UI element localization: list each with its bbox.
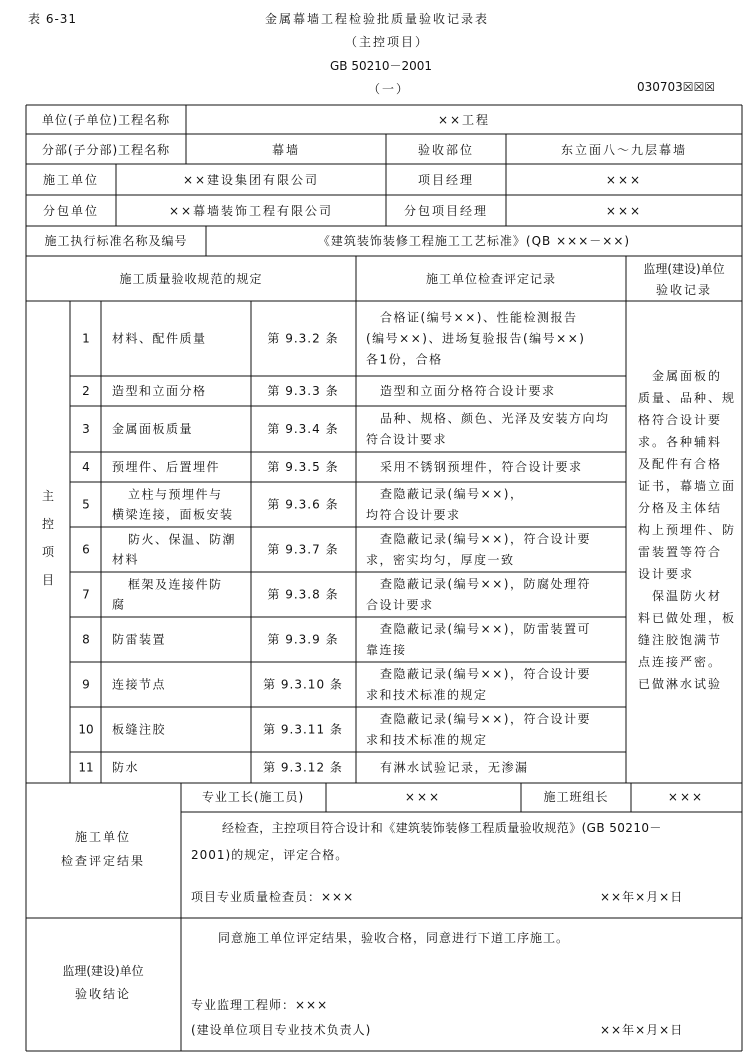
- inspection-part-label: 验收部位: [417, 143, 475, 157]
- form-code: 030703☒☒☒: [637, 80, 716, 94]
- check-record: 查隐蔽记录(编号××)，符合设计要: [380, 712, 591, 726]
- supervision-engineer: 专业监理工程师：×××: [191, 998, 329, 1012]
- supervision-record-text: 设计要求: [638, 567, 695, 581]
- team-leader-value: ×××: [667, 790, 705, 804]
- inspection-part-value: 东立面八～九层幕墙: [560, 143, 688, 157]
- form-title: 金属幕墙工程检验批质量验收记录表: [265, 12, 490, 26]
- item-name: 框架及连接件防: [128, 577, 223, 592]
- unit-name-value: ××工程: [437, 113, 491, 127]
- item-clause: 第 9.3.12 条: [263, 760, 343, 775]
- standard-number: GB 50210－2001: [330, 59, 433, 73]
- subcontractor-label: 分包单位: [42, 204, 100, 218]
- item-name: 预埋件、后置埋件: [112, 460, 221, 474]
- spec-column-header: 施工质量验收规范的规定: [119, 272, 263, 286]
- item-clause: 第 9.3.7 条: [267, 542, 339, 557]
- item-clause: 第 9.3.11 条: [263, 722, 343, 737]
- owner-representative: (建设单位项目专业技术负责人): [191, 1023, 372, 1037]
- item-clause: 第 9.3.6 条: [267, 497, 339, 512]
- check-record: 求和技术标准的规定: [366, 733, 488, 747]
- foreman-value: ×××: [404, 790, 442, 804]
- check-record: 各1份，合格: [366, 352, 443, 367]
- check-record: 查隐蔽记录(编号××)，: [380, 487, 524, 501]
- part-number: （一）: [368, 82, 411, 96]
- supervision-record-text: 保温防火材: [652, 589, 723, 603]
- project-manager-label: 项目经理: [417, 173, 475, 187]
- item-name: 材料: [112, 552, 140, 567]
- main-control-label: 项: [41, 545, 55, 559]
- item-clause: 第 9.3.4 条: [267, 422, 339, 436]
- item-name: 横梁连接，面板安装: [112, 507, 234, 522]
- contractor-conclusion: 经检查，主控项目符合设计和《建筑装饰装修工程质量验收规范》(GB 50210－: [222, 821, 662, 835]
- team-leader-label: 施工班组长: [543, 790, 609, 804]
- item-number: 1: [82, 331, 90, 346]
- check-record: 均符合设计要求: [366, 508, 461, 522]
- item-number: 11: [78, 760, 94, 775]
- subdivision-name-value: 幕墙: [271, 143, 301, 157]
- item-name: 防雷装置: [112, 632, 167, 647]
- supervision-record-text: 构上预埋件、防: [638, 523, 737, 537]
- supervision-record-text: 点连接严密。: [638, 655, 723, 669]
- check-record: 造型和立面分格符合设计要求: [380, 384, 556, 398]
- item-clause: 第 9.3.5 条: [267, 460, 339, 474]
- item-name: 造型和立面分格: [112, 384, 207, 398]
- item-clause: 第 9.3.9 条: [267, 632, 339, 647]
- supervision-conclusion-label: 监理(建设)单位: [62, 964, 144, 978]
- supervision-record-text: 料已做处理，板: [638, 611, 737, 625]
- supervision-record-text: 金属面板的: [652, 369, 723, 383]
- supervision-column-header: 监理(建设)单位: [643, 262, 725, 276]
- supervision-conclusion-text: 同意施工单位评定结果，验收合格，同意进行下道工序施工。: [218, 931, 570, 945]
- table-number: 表 6-31: [28, 12, 78, 26]
- item-number: 3: [82, 422, 90, 436]
- contractor-conclusion-2: 2001)的规定，评定合格。: [191, 848, 349, 862]
- check-record: 有淋水试验记录，无渗漏: [380, 760, 529, 775]
- supervision-record-text: 求。各种辅料: [638, 435, 723, 449]
- sub-project-manager-label: 分包项目经理: [403, 204, 489, 218]
- item-number: 7: [82, 587, 90, 602]
- item-number: 6: [82, 542, 90, 557]
- check-record: 查隐蔽记录(编号××)，符合设计要: [380, 667, 591, 681]
- supervision-record-text: 已做淋水试验: [638, 677, 723, 691]
- item-number: 4: [82, 460, 90, 474]
- check-record: 靠连接: [366, 643, 407, 657]
- check-record: 求，密实均匀，厚度一致: [366, 553, 515, 567]
- check-record: 品种、规格、颜色、光泽及安装方向均: [380, 411, 610, 426]
- main-control-label: 主: [41, 489, 55, 503]
- subcontractor-value: ××幕墙装饰工程有限公司: [168, 204, 334, 218]
- item-name: 腐: [112, 597, 126, 612]
- foreman-label: 专业工长(施工员): [201, 790, 305, 804]
- supervision-record-text: 质量、品种、规: [638, 391, 737, 405]
- check-record: 求和技术标准的规定: [366, 688, 488, 702]
- check-column-header: 施工单位检查评定记录: [425, 272, 557, 286]
- main-control-label: 目: [41, 573, 55, 587]
- contractor-check-label-2: 检查评定结果: [60, 854, 146, 868]
- standard-label: 施工执行标准名称及编号: [44, 234, 188, 248]
- unit-name-label: 单位(子单位)工程名称: [41, 113, 171, 127]
- supervision-column-header-2: 验收记录: [655, 283, 713, 297]
- contractor-date: ××年×月×日: [600, 890, 684, 904]
- item-number: 2: [82, 384, 90, 398]
- check-record: 查隐蔽记录(编号××)，防腐处理符: [380, 577, 591, 591]
- contractor-label: 施工单位: [42, 173, 100, 187]
- item-clause: 第 9.3.8 条: [267, 587, 339, 602]
- supervision-record-text: 分格及主体结: [638, 501, 723, 515]
- sub-project-manager-value: ×××: [605, 204, 643, 218]
- item-number: 9: [82, 677, 90, 692]
- standard-value: 《建筑装饰装修工程施工工艺标准》(QB ×××－××): [317, 234, 631, 248]
- check-record: 合格证(编号××)、性能检测报告: [380, 310, 578, 325]
- subdivision-name-label: 分部(子分部)工程名称: [41, 143, 171, 157]
- supervision-date: ××年×月×日: [600, 1023, 684, 1037]
- supervision-record-text: 格符合设计要: [638, 413, 723, 427]
- supervision-record-text: 及配件有合格: [638, 457, 723, 471]
- project-manager-value: ×××: [605, 173, 643, 187]
- supervision-conclusion-label-2: 验收结论: [74, 987, 132, 1001]
- quality-inspector: 项目专业质量检查员：×××: [191, 890, 355, 904]
- check-record: 采用不锈钢预埋件，符合设计要求: [380, 460, 583, 474]
- item-name: 防火、保温、防潮: [128, 532, 237, 547]
- check-record: 合设计要求: [366, 598, 434, 612]
- contractor-value: ××建设集团有限公司: [182, 173, 320, 187]
- supervision-record-text: 缝注胶饱满节: [638, 633, 723, 647]
- form-subtitle: （主控项目）: [345, 35, 430, 49]
- check-record: 查隐蔽记录(编号××)，符合设计要: [380, 532, 591, 546]
- supervision-record-text: 雷装置等符合: [638, 545, 723, 559]
- item-name: 立柱与预埋件与: [128, 487, 223, 502]
- supervision-record-text: 证书，幕墙立面: [638, 479, 737, 493]
- item-name: 材料、配件质量: [112, 331, 207, 346]
- item-number: 10: [78, 722, 94, 737]
- main-control-label: 控: [41, 517, 55, 531]
- contractor-check-label: 施工单位: [74, 830, 132, 844]
- check-record: (编号××)、进场复验报告(编号××): [366, 331, 586, 346]
- item-name: 防水: [112, 760, 140, 775]
- check-record: 符合设计要求: [366, 432, 448, 447]
- item-clause: 第 9.3.10 条: [263, 677, 343, 692]
- item-clause: 第 9.3.2 条: [267, 331, 339, 346]
- item-name: 板缝注胶: [112, 722, 167, 737]
- item-name: 连接节点: [112, 677, 167, 692]
- item-number: 5: [82, 497, 90, 512]
- item-number: 8: [82, 632, 90, 647]
- item-name: 金属面板质量: [112, 422, 194, 436]
- check-record: 查隐蔽记录(编号××)，防雷装置可: [380, 622, 591, 636]
- item-clause: 第 9.3.3 条: [267, 384, 339, 398]
